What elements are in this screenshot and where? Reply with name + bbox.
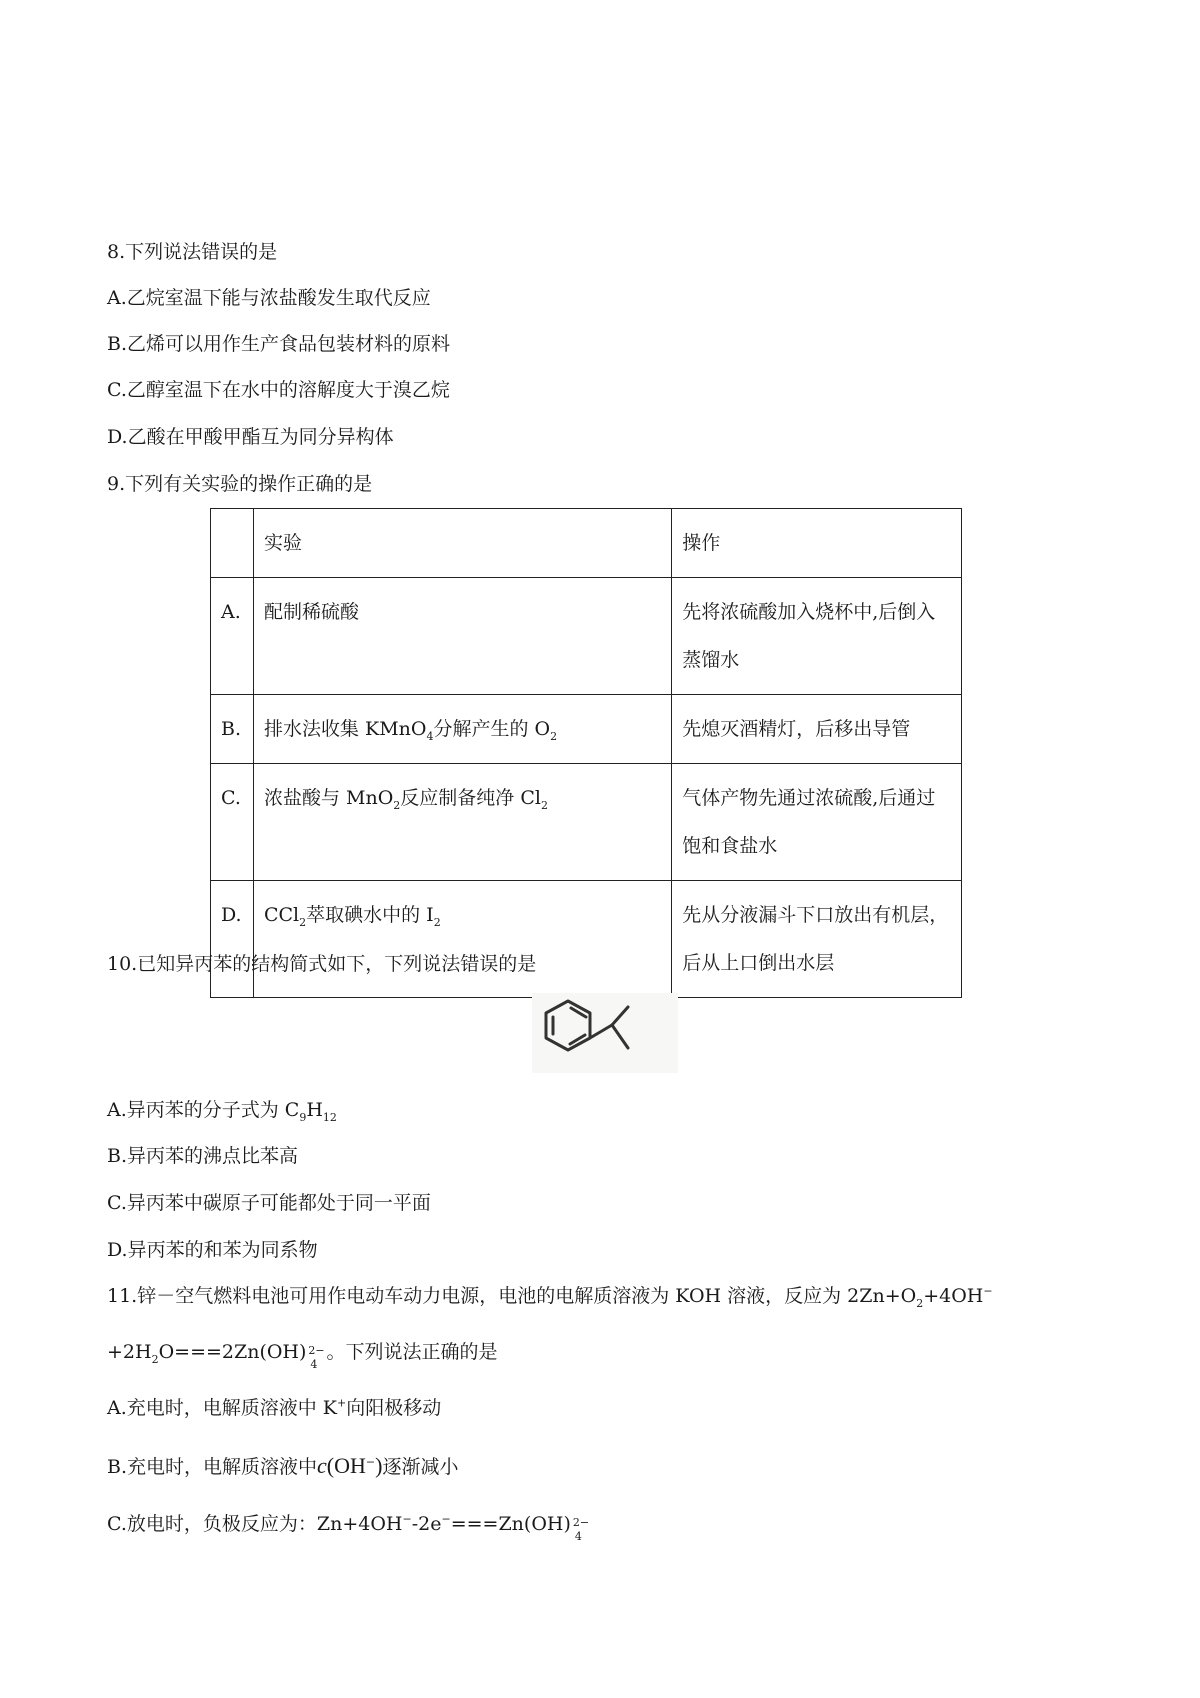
row-experiment: 浓盐酸与 MnO$_2$反应制备纯净 $Cl_2$ [253, 764, 671, 881]
row-label: A. [211, 578, 254, 695]
row-label: B. [211, 695, 254, 764]
q8-stem: 8.下列说法错误的是 [107, 241, 278, 263]
q11-option-a: A.充电时，电解质溶液中 K+向阳极移动 [107, 1396, 442, 1419]
table-row [211, 764, 962, 881]
row-operation: 先将浓硫酸加入烧杯中,后倒入蒸馏水 [672, 578, 962, 695]
q11-option-b: B.充电时，电解质溶液中c(OH−)逐渐减小 [107, 1453, 459, 1478]
table-row [211, 695, 962, 764]
q11-stem-line1: 11.锌－空气燃料电池可用作电动车动力电源，电池的电解质溶液为 KOH 溶液，反应为 $2Zn+O_2+4OH^-$ [107, 1284, 993, 1310]
row-operation: 先从分液漏斗下口放出有机层，后从上口倒出水层 [672, 881, 962, 998]
molecule-drawing [532, 993, 678, 1073]
isopropylbenzene-structure [532, 993, 678, 1073]
table-header-operation: 操作 [672, 509, 962, 578]
q8-option-d: D.乙酸在甲酸甲酯互为同分异构体 [107, 426, 394, 448]
row-operation: 先熄灭酒精灯，后移出导管 [672, 695, 962, 764]
q10-stem: 10.已知异丙苯的结构简式如下，下列说法错误的是 [107, 953, 537, 975]
q10-option-a: A.异丙苯的分子式为 $C_9H_{12}$ [107, 1099, 337, 1124]
row-operation: 气体产物先通过浓硫酸,后通过饱和食盐水 [672, 764, 962, 881]
q11-option-c: C.放电时，负极反应为：Zn+4OH−-2e−===Zn(OH) 2− 4 [107, 1512, 590, 1543]
q10-option-b: B.异丙苯的沸点比苯高 [107, 1145, 299, 1167]
table-row [211, 881, 962, 998]
zincate-ion-charge: 2− 4 [572, 1516, 590, 1543]
row-experiment: 排水法收集 KMnO$_4$分解产生的 $O_2$ [253, 695, 671, 764]
row-experiment: 配制稀硫酸 [253, 578, 671, 695]
q10-option-c: C.异丙苯中碳原子可能都处于同一平面 [107, 1192, 431, 1214]
row-label: D. [211, 881, 254, 998]
row-experiment: CCl$_2$萃取碘水中的 $I_2$ [253, 881, 671, 998]
table-header-row [211, 509, 962, 578]
q9-experiment-table [210, 508, 962, 998]
row-label: C. [211, 764, 254, 881]
q8-option-b: B.乙烯可以用作生产食品包装材料的原料 [107, 333, 451, 355]
zincate-ion-charge: 2− 4 [308, 1344, 325, 1371]
table-header-experiment: 实验 [253, 509, 671, 578]
q8-option-c: C.乙醇室温下在水中的溶解度大于溴乙烷 [107, 379, 450, 401]
table-header-blank [211, 509, 254, 578]
table-row [211, 578, 962, 695]
q8-option-a: A.乙烷室温下能与浓盐酸发生取代反应 [107, 287, 431, 309]
q11-stem-line2: $+2H_2O===2Zn(OH)$ 2− 4 。下列说法正确的是 [107, 1341, 498, 1371]
q9-stem: 9.下列有关实验的操作正确的是 [107, 473, 373, 495]
q10-option-d: D.异丙苯的和苯为同系物 [107, 1239, 318, 1261]
